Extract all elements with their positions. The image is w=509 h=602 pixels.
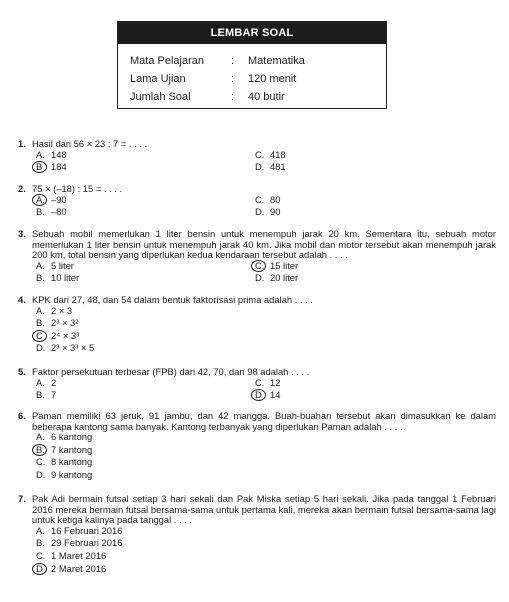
option-letter: [36, 390, 51, 401]
option-letter-text: C.: [255, 148, 265, 160]
answer-circle-mark: [32, 194, 47, 206]
option-letter: [255, 273, 270, 284]
option-letter: [36, 162, 51, 173]
options: [32, 306, 496, 356]
option-letter-text: D.: [36, 468, 46, 480]
answer-circle-mark: [32, 444, 47, 456]
option-b[interactable]: [36, 318, 78, 329]
option-letter: [255, 390, 270, 401]
option-letter-text: B: [36, 161, 43, 173]
option-value: –80: [51, 206, 67, 218]
options: [32, 432, 496, 482]
option-value: 8 kantong: [51, 456, 93, 468]
answer-circle-mark: [32, 161, 47, 173]
option-letter-text: C.: [36, 549, 46, 561]
question-1: [18, 139, 496, 175]
option-letter: [255, 378, 270, 389]
info-value: 40 butir: [248, 91, 285, 103]
option-a[interactable]: [36, 526, 122, 537]
option-d[interactable]: [255, 207, 280, 218]
option-letter-text: C: [36, 329, 43, 341]
option-value: 2: [51, 376, 57, 388]
info-value: 120 menit: [248, 73, 297, 85]
option-letter-text: A.: [36, 431, 45, 443]
option-letter: [36, 457, 51, 468]
option-d[interactable]: [255, 162, 286, 173]
options: [32, 261, 496, 286]
option-c[interactable]: [36, 331, 79, 342]
option-letter-text: A.: [36, 376, 45, 388]
option-b[interactable]: [36, 273, 79, 284]
option-letter: [36, 526, 51, 537]
option-a[interactable]: [36, 150, 67, 161]
info-value: Matematika: [248, 55, 305, 67]
option-letter: [36, 538, 51, 549]
option-letter-text: C.: [255, 376, 265, 388]
question-number: 3.: [18, 228, 26, 239]
option-letter: [36, 564, 51, 575]
option-letter-text: C.: [255, 259, 265, 271]
option-value: 80: [270, 193, 281, 205]
options: [32, 195, 496, 220]
option-letter-text: A.: [36, 148, 45, 160]
option-b[interactable]: [36, 162, 67, 173]
option-letter: [36, 318, 51, 329]
info-separator: :: [231, 73, 235, 85]
option-a[interactable]: [36, 306, 72, 317]
option-value: 20 liter: [270, 272, 299, 284]
question-text: Paman memiliki 63 jeruk, 91 jambu, dan 42 mangga. Buah-buahan tersebut akan dimasukkan ke dalam beberapa kantong sama banyak. Kantong terbanyak yang diperlukan Paman adalah . . . .: [32, 410, 496, 432]
option-letter: [36, 470, 51, 481]
option-value: 2³ × 3²: [51, 317, 79, 329]
answer-circle-mark: [251, 389, 266, 401]
option-value: 2⁴ × 3³: [51, 329, 80, 341]
info-label: Mata Pelajaran: [130, 55, 204, 67]
option-b[interactable]: [36, 538, 122, 549]
option-c[interactable]: [255, 150, 286, 161]
option-value: –90: [51, 193, 67, 205]
option-letter: [36, 195, 51, 206]
option-letter-text: D.: [255, 272, 265, 284]
question-number: 1.: [18, 138, 26, 149]
option-c[interactable]: [255, 261, 298, 272]
info-separator: :: [231, 55, 235, 67]
options: [32, 378, 496, 403]
option-letter-text: C.: [36, 456, 46, 468]
question-text: Hasil dari 56 × 23 : 7 = . . . .: [32, 138, 148, 149]
option-c[interactable]: [255, 195, 280, 206]
option-value: 6 kantong: [51, 431, 93, 443]
option-letter: [255, 195, 270, 206]
option-d[interactable]: [36, 343, 94, 354]
option-value: 7: [51, 389, 57, 401]
question-7: [18, 494, 496, 576]
option-a[interactable]: [36, 195, 67, 206]
option-b[interactable]: [36, 207, 67, 218]
question-5: [18, 367, 496, 403]
option-letter-text: B.: [36, 317, 45, 329]
option-value: 1 Maret 2016: [51, 549, 107, 561]
option-value: 148: [51, 148, 67, 160]
answer-circle-mark: [32, 563, 47, 575]
info-separator: :: [231, 91, 235, 103]
question-text: 75 × (–18) : 15 = . . . .: [32, 183, 123, 194]
option-a[interactable]: [36, 261, 74, 272]
option-letter: [36, 306, 51, 317]
option-c[interactable]: [36, 457, 92, 468]
option-letter-text: B.: [36, 443, 45, 455]
option-value: 15 liter: [270, 259, 299, 271]
header-box: [117, 21, 387, 109]
option-d[interactable]: [36, 564, 106, 575]
option-letter-text: B.: [36, 272, 45, 284]
option-value: 12: [270, 376, 281, 388]
option-letter: [36, 261, 51, 272]
question-number: 4.: [18, 294, 26, 305]
option-b[interactable]: [36, 445, 92, 456]
question-number: 6.: [18, 410, 26, 421]
option-letter-text: A.: [36, 304, 45, 316]
option-value: 29 Februari 2016: [51, 537, 123, 549]
option-letter-text: B.: [36, 537, 45, 549]
option-letter-text: C.: [255, 193, 265, 205]
info-label: Lama Ujian: [130, 73, 186, 85]
option-letter: [36, 331, 51, 342]
option-letter-text: B.: [36, 206, 45, 218]
question-number: 7.: [18, 493, 26, 504]
question-3: [18, 229, 496, 286]
option-letter: [36, 551, 51, 562]
option-b[interactable]: [36, 390, 56, 401]
option-letter: [36, 343, 51, 354]
option-letter-text: D.: [255, 206, 265, 218]
option-letter-text: D: [255, 389, 262, 401]
option-letter: [36, 207, 51, 218]
question-text: Sebuah mobil memerlukan 1 liter bensin untuk menempuh jarak 20 km. Sementara itu, sebuah motor memerlukan 1 liter bensin untuk menempuh jarak 40 km. Jika mobil dan motor tersebut akan menempuh jarak 200 km, total bensin yang diperlukan kedua kendaraan tersebut adalah . . . .: [32, 228, 496, 261]
question-text: KPK dari 27, 48, dan 54 dalam bentuk faktorisasi prima adalah . . . .: [32, 294, 313, 305]
option-value: 5 liter: [51, 259, 74, 271]
option-letter: [36, 432, 51, 443]
answer-circle-mark: [251, 260, 266, 272]
answer-circle-mark: [32, 330, 47, 342]
option-letter-text: D.: [255, 161, 265, 173]
option-letter-text: A.: [36, 259, 45, 271]
option-letter: [36, 445, 51, 456]
option-value: 418: [270, 148, 286, 160]
question-6: [18, 411, 496, 483]
option-letter: [255, 207, 270, 218]
option-value: 2³ × 3³ × 5: [51, 342, 95, 354]
option-value: 481: [270, 161, 286, 173]
option-value: 184: [51, 161, 67, 173]
option-c[interactable]: [255, 378, 280, 389]
option-letter: [36, 273, 51, 284]
option-value: 14: [270, 389, 281, 401]
option-letter-text: A.: [36, 524, 45, 536]
option-d[interactable]: [36, 470, 92, 481]
sheet-title: LEMBAR SOAL: [118, 22, 386, 44]
question-number: 5.: [18, 366, 26, 377]
option-letter-text: A.: [36, 193, 45, 205]
info-label: Jumlah Soal: [130, 91, 191, 103]
option-c[interactable]: [36, 551, 106, 562]
question-number: 2.: [18, 183, 26, 194]
option-letter-text: B.: [36, 389, 45, 401]
option-value: 9 kantong: [51, 468, 93, 480]
option-value: 10 liter: [51, 272, 80, 284]
options: [32, 526, 496, 576]
question-2: [18, 184, 496, 220]
option-value: 90: [270, 206, 281, 218]
options: [32, 150, 496, 175]
question-text: Pak Adi bermain futsal setiap 3 hari sekali dan Pak Miska setiap 5 hari sekali. Jika pada tanggal 1 Februari 2016 mereka bermain futsal bersama-sama untuk pertama kali, mereka akan bermain futsal bersama-sama lagi untuk ketiga kalinya pada tanggal . . . .: [32, 493, 496, 526]
option-letter-text: D.: [36, 342, 46, 354]
option-letter: [36, 378, 51, 389]
option-value: 16 Februari 2016: [51, 524, 123, 536]
option-letter: [255, 150, 270, 161]
option-value: 2 × 3: [51, 304, 73, 316]
option-value: 7 kantong: [51, 443, 93, 455]
question-4: [18, 295, 496, 356]
option-value: 2 Maret 2016: [51, 562, 107, 574]
option-d[interactable]: [255, 273, 298, 284]
option-letter: [36, 150, 51, 161]
option-letter-text: D: [36, 562, 43, 574]
option-d[interactable]: [255, 390, 280, 401]
question-text: Faktor persekutuan terbesar (FPB) dari 42, 70, dan 98 adalah . . . .: [32, 366, 310, 377]
option-letter: [255, 162, 270, 173]
option-a[interactable]: [36, 432, 92, 443]
option-a[interactable]: [36, 378, 56, 389]
option-letter: [255, 261, 270, 272]
